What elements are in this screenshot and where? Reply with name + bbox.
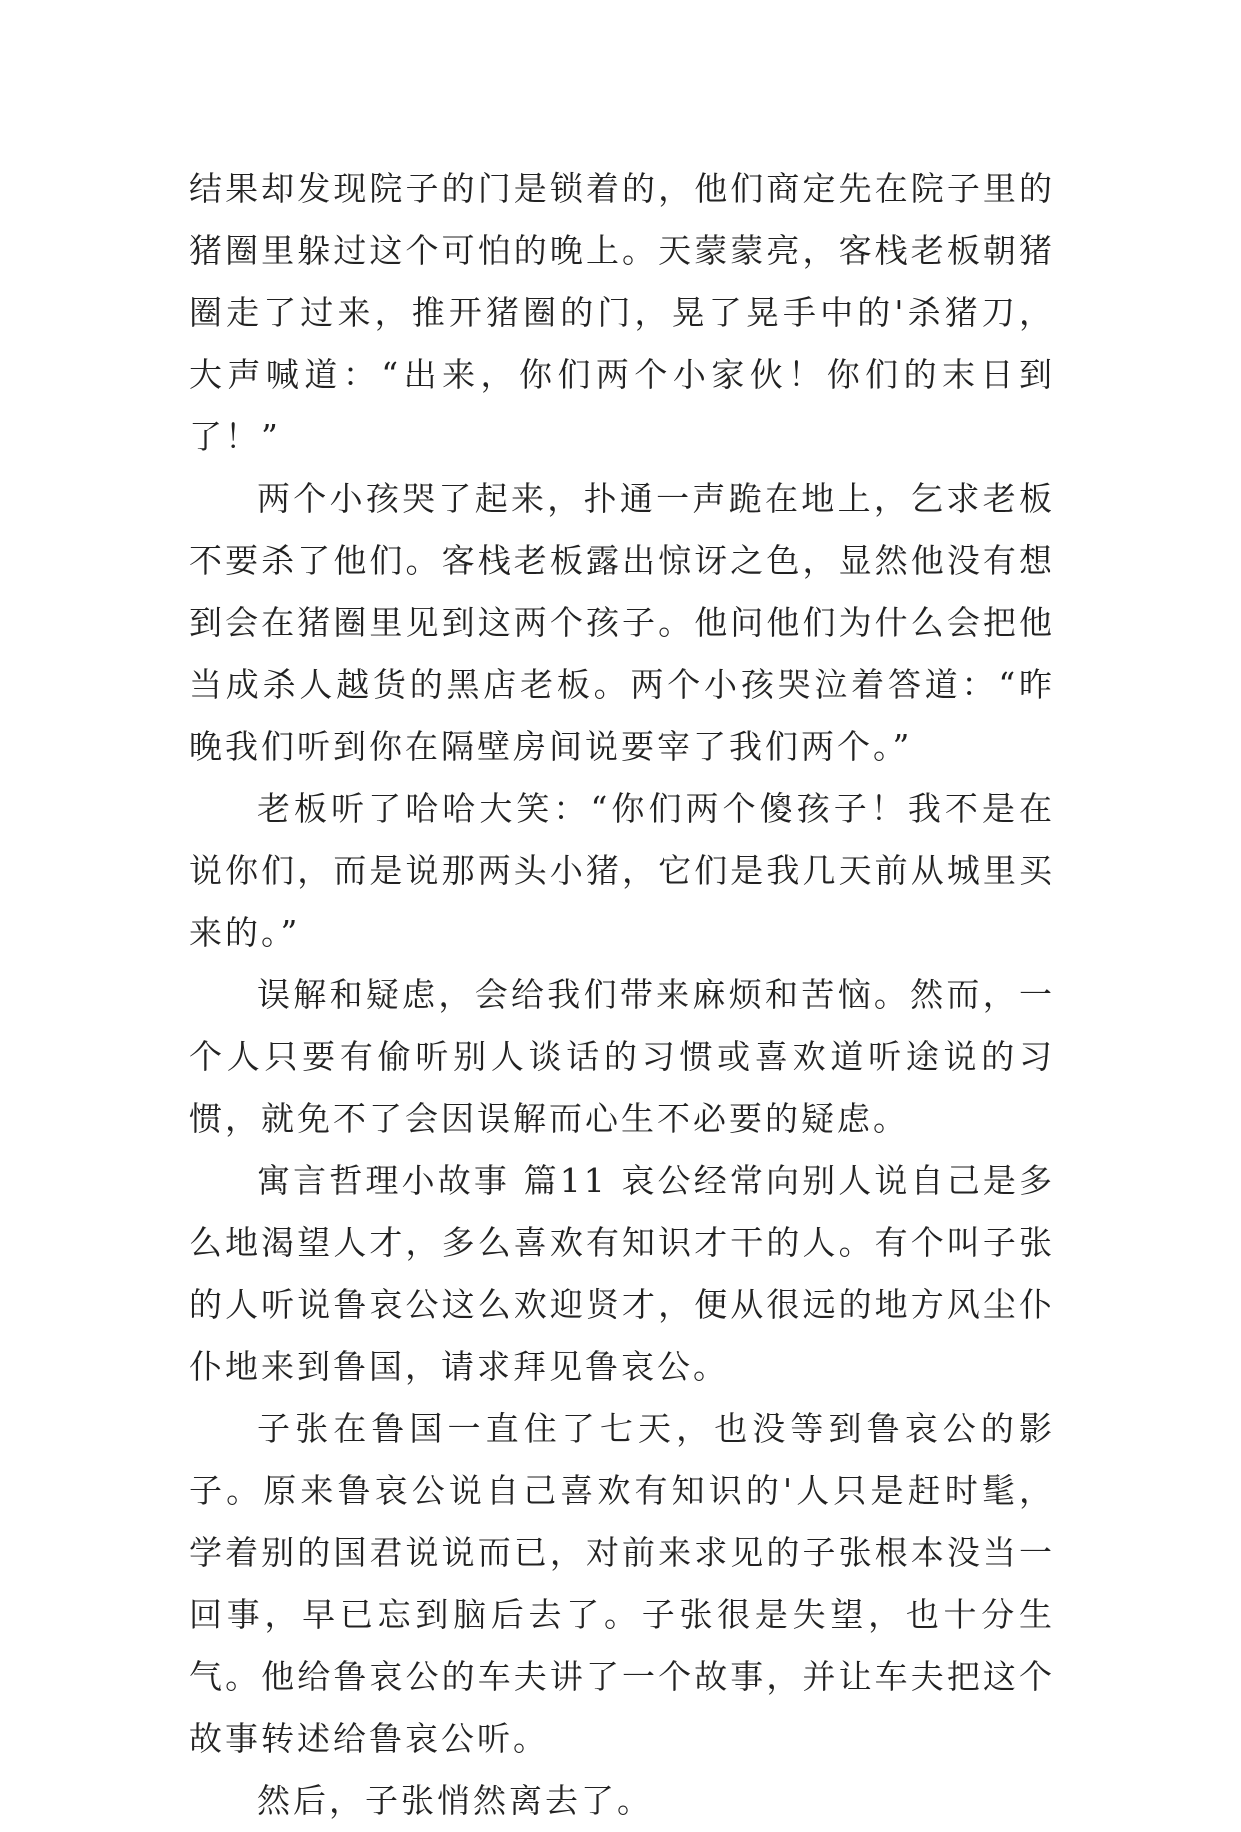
paragraph-2: 两个小孩哭了起来，扑通一声跪在地上，乞求老板不要杀了他们。客栈老板露出惊讶之色，显然他没有想到会在猪圈里见到这两个孩子。他问他们为什么会把他当成杀人越货的黑店老板。两个小孩哭泣着答道：“昨晚我们听到你在隔壁房间说要宰了我们两个。”	[189, 479, 1055, 766]
paragraph-5: 寓言哲理小故事 篇11 哀公经常向别人说自己是多么地渴望人才，多么喜欢有知识才干的人。有个叫子张的人听说鲁哀公这么欢迎贤才，便从很远的地方风尘仆仆地来到鲁国，请求拜见鲁哀公。	[189, 1161, 1055, 1386]
paragraph-4: 误解和疑虑，会给我们带来麻烦和苦恼。然而，一个人只要有偷听别人谈话的习惯或喜欢道听途说的习惯，就免不了会因误解而心生不必要的疑虑。	[189, 975, 1055, 1138]
paragraph-6: 子张在鲁国一直住了七天，也没等到鲁哀公的影子。原来鲁哀公说自己喜欢有知识的'人只是赶时髦，学着别的国君说说而已，对前来求见的子张根本没当一回事，早已忘到脑后去了。子张很是失望，也十分生气。他给鲁哀公的车夫讲了一个故事，并让车夫把这个故事转述给鲁哀公听。	[189, 1409, 1055, 1758]
paragraph-3: 老板听了哈哈大笑：“你们两个傻孩子！我不是在说你们，而是说那两头小猪，它们是我几天前从城里买来的。”	[189, 789, 1055, 952]
paragraph-1: 结果却发现院子的门是锁着的，他们商定先在院子里的猪圈里躲过这个可怕的晚上。天蒙蒙亮，客栈老板朝猪圈走了过来，推开猪圈的门，晃了晃手中的'杀猪刀，大声喊道：“出来，你们两个小家伙！你们的末日到了！”	[189, 169, 1055, 456]
document-body	[189, 158, 1055, 1832]
paragraph-7: 然后，子张悄然离去了。	[257, 1781, 653, 1820]
